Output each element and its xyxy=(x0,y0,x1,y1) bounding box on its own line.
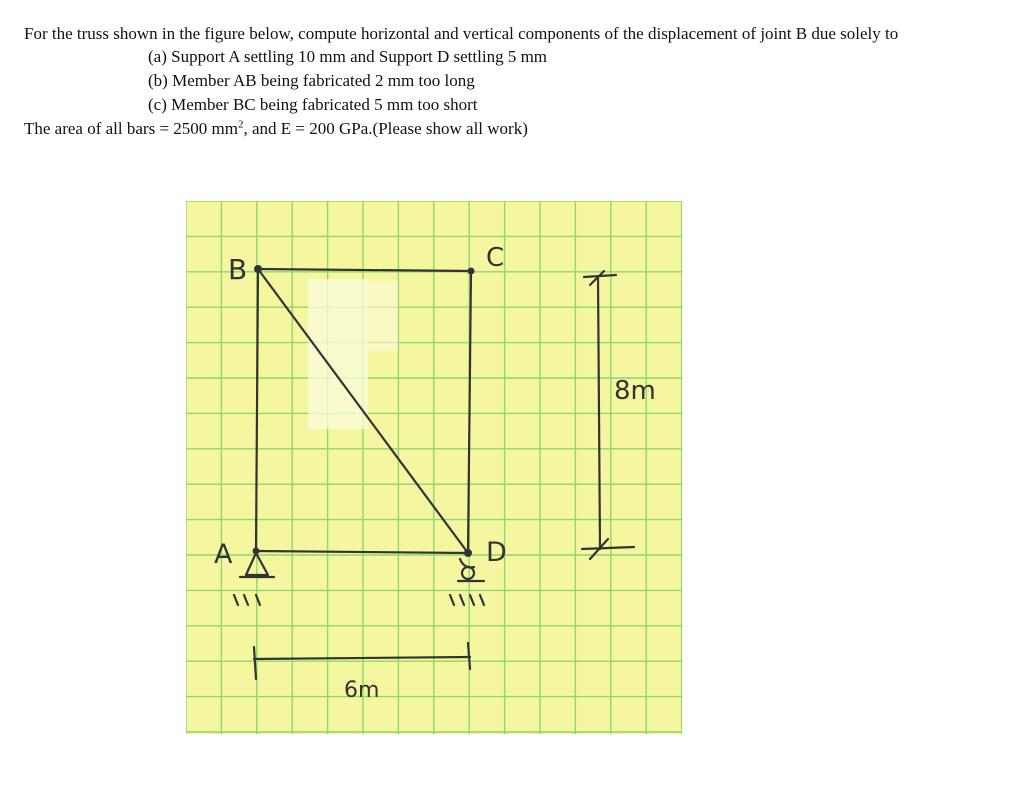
joint-b-marker xyxy=(254,265,262,273)
paper-glare-2 xyxy=(368,281,398,351)
problem-statement xyxy=(24,22,984,140)
problem-part-a: (a) Support A settling 10 mm and Support D settling 5 mm xyxy=(148,47,548,66)
joint-label-c: C xyxy=(486,243,505,273)
joint-label-a: A xyxy=(214,539,233,570)
joint-c-marker xyxy=(468,268,475,275)
area-modulus-line xyxy=(24,117,984,140)
problem-part-c: (c) Member BC being fabricated 5 mm too short xyxy=(148,95,478,114)
joint-d-marker xyxy=(464,549,472,557)
area-superscript: 2 xyxy=(238,118,244,131)
joint-label-d: D xyxy=(486,537,507,568)
area-text-after: , and E = 200 GPa.(Please show all work) xyxy=(243,119,528,138)
problem-intro: For the truss shown in the figure below, compute horizontal and vertical components of the displacement of joint B due solely to xyxy=(24,24,899,43)
problem-part-b: (b) Member AB being fabricated 2 mm too long xyxy=(148,71,475,90)
area-text-before: The area of all bars = 2500 mm xyxy=(24,119,238,138)
joint-label-b: B xyxy=(228,253,248,286)
width-dimension-label: 6m xyxy=(344,678,380,703)
truss-figure xyxy=(186,201,682,734)
height-dimension-label: 8m xyxy=(614,376,656,406)
problem-parts-list xyxy=(24,45,984,117)
truss-diagram xyxy=(186,201,682,734)
